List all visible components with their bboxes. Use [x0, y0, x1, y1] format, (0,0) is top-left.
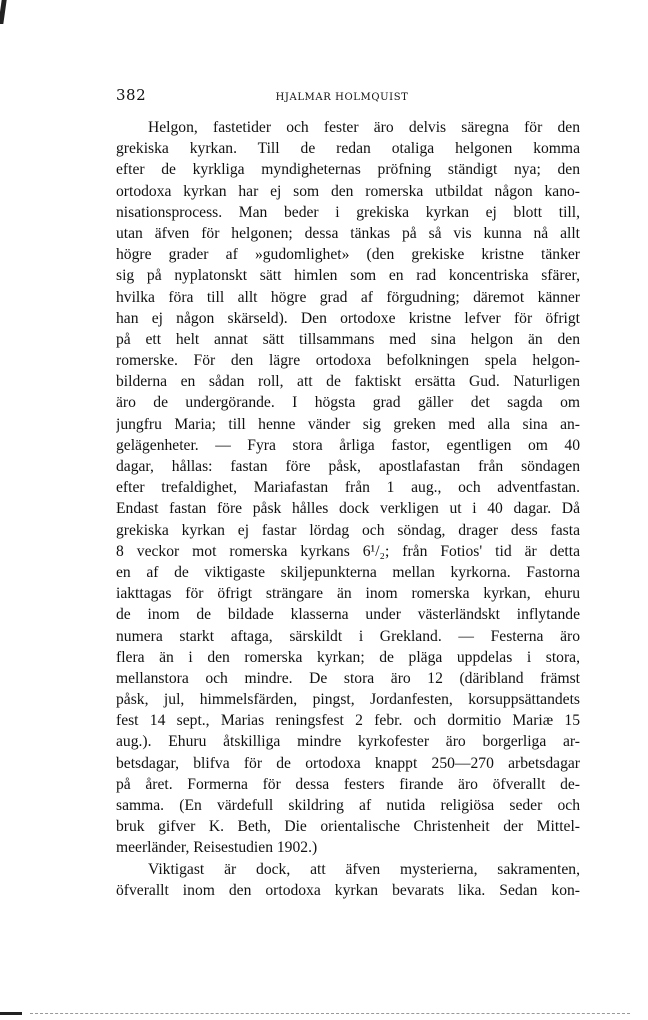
text-line: romerske. För den lägre ortodoxa befolkningen spela helgon- — [116, 352, 580, 370]
scan-mark-bottom — [0, 1012, 22, 1015]
text-line: Endast fastan före påsk hålles dock verkligen ut i 40 dagar. Då — [116, 500, 580, 518]
text-line: bruk gifver K. Beth, Die orientalische Christenheit der Mittel- — [116, 818, 580, 836]
text-line: samma. (En värdefull skildring af nutida religiösa seder och — [116, 797, 580, 814]
text-line: fest 14 sept., Marias reningsfest 2 febr. och dormitio Mariæ 15 — [116, 712, 580, 730]
text-line: bilderna en sådan roll, att de faktiskt ersätta Gud. Naturligen — [116, 373, 580, 391]
text-line: dagar, hållas: fastan före påsk, apostlafastan från söndagen — [116, 458, 580, 475]
text-line: påsk, jul, himmelsfärden, pingst, Jordanfesten, korsuppsättandets — [116, 691, 580, 709]
text-line: sig på nyplatonskt sätt himlen som en rad koncentriska sfärer, — [116, 267, 580, 285]
text-line: ortodoxa kyrkan har ej som den romerska utbildat någon kano- — [116, 182, 580, 200]
running-head: HJALMAR HOLMQUIST — [275, 92, 409, 103]
text-line: en af de viktigaste skiljepunkterna mellan kyrkorna. Fastorna — [116, 563, 580, 581]
text-line: äro de undergörande. I högsta grad gäller det sagda om — [116, 394, 580, 412]
text-line: nisationsprocess. Man beder i grekiska kyrkan ej blott till, — [116, 203, 580, 221]
text-line: gelägenheter. — Fyra stora årliga fastor, egentligen om 40 — [116, 436, 580, 454]
text-line: jungfru Maria; till henne vänder sig greken med alla sina an- — [116, 415, 580, 433]
text-line: Viktigast är dock, att äfven mysterierna, sakramenten, — [148, 860, 580, 878]
page-number: 382 — [116, 86, 147, 104]
text-line: aug.). Ehuru åtskilliga mindre kyrkofester äro borgerliga ar- — [116, 733, 580, 751]
scan-mark-top — [0, 0, 7, 24]
text-line: Helgon, fastetider och fester äro delvis säregna för den — [148, 119, 580, 136]
text-line: grekiska kyrkan. Till de redan otaliga helgonen komma — [116, 140, 580, 158]
text-line: på ett helt annat sätt tillsammans med sina helgon än den — [116, 330, 580, 348]
text-line: meerländer, Reisestudien 1902.) — [116, 839, 318, 857]
text-line: utan äfven för helgonen; dessa tänkas på så vis kunna nå allt — [116, 224, 580, 242]
text-line: iakttagas för öfrigt strängare än inom romerska kyrkan, ehuru — [116, 585, 580, 603]
text-line: betsdagar, blifva för de ortodoxa knappt 250—270 arbetsdagar — [116, 754, 580, 772]
text-line: grekiska kyrkan ej fastar lördag och söndag, drager dess fasta — [116, 521, 580, 539]
text-line: flera än i den romerska kyrkan; de pläga uppdelas i stora, — [116, 648, 580, 666]
text-line: numera starkt aftaga, särskildt i Grekland. — Festerna äro — [116, 627, 580, 645]
page-edge-rule — [30, 1013, 630, 1014]
text-line: mellanstora och mindre. De stora äro 12 (däribland främst — [116, 669, 580, 687]
text-line: öfverallt inom den ortodoxa kyrkan bevarats lika. Sedan kon- — [116, 881, 580, 899]
text-line: efter de kyrkliga myndigheternas pröfning ständigt nya; den — [116, 161, 580, 179]
text-line: han ej någon skärseld). Den ortodoxe kristne lefver för öfrigt — [116, 309, 580, 327]
text-line: hvilka föra till allt högre grad af förgudning; däremot känner — [116, 288, 580, 306]
text-line: de inom de bildade klasserna under västerländskt inflytande — [116, 606, 580, 624]
text-line: 8 veckor mot romerska kyrkans 6¹/₂; från Fotios' tid är detta — [116, 542, 580, 560]
text-line: på året. Formerna för dessa festers firande äro öfverallt de- — [116, 775, 580, 793]
text-line: efter trefaldighet, Mariafastan från 1 aug., och adventfastan. — [116, 479, 580, 497]
body-text — [116, 117, 580, 901]
text-line: högre grader af »gudomlighet» (den grekiske kristne tänker — [116, 246, 580, 264]
